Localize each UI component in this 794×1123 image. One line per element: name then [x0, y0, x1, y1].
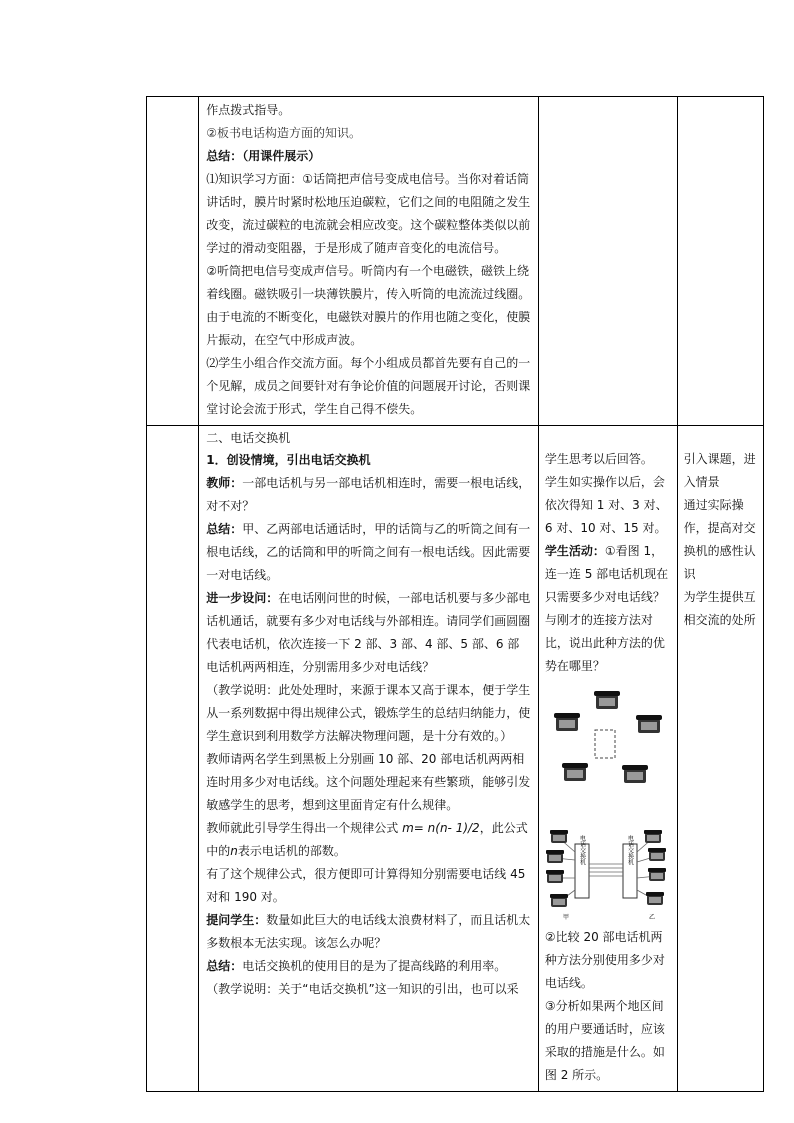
telephone-icon — [644, 830, 662, 843]
telephone-icon — [550, 894, 568, 907]
student-text: 学生如实操作以后，会依次得知 1 对、3 对、6 对、10 对、15 对。 — [544, 475, 668, 535]
summary-label: 总结： — [206, 959, 243, 973]
text-line: 作点拨式指导。 — [206, 103, 291, 117]
summary-paragraph — [206, 518, 531, 587]
exchange-network-figure — [545, 826, 669, 922]
student-activity — [545, 540, 672, 678]
ask-label: 进一步设问： — [206, 591, 279, 605]
exchange-label-right: 电话交换机 — [626, 835, 634, 865]
student-cell — [538, 426, 677, 1092]
section-heading: 二、电话交换机 — [206, 431, 291, 445]
figure-1 — [545, 684, 672, 824]
teaching-note: （教学说明：关于“电话交换机”这一知识的引出，也可以采 — [206, 982, 519, 996]
phones-circle-figure — [545, 684, 669, 824]
summary-label: 总结： — [206, 522, 243, 536]
figure-2 — [545, 826, 672, 926]
formula: m= n(n- 1)/2 — [402, 821, 480, 835]
telephone-icon — [648, 848, 666, 861]
telephone-icon — [546, 850, 564, 863]
student-cell — [538, 97, 677, 426]
table-row — [147, 426, 764, 1092]
telephone-icon — [550, 830, 568, 843]
label-jia: 甲 — [562, 914, 569, 921]
telephone-icon — [622, 765, 648, 783]
question-paragraph — [206, 587, 531, 679]
teacher-text: 一部电话机与另一部电话机相连时，需要一根电话线，对不对？ — [206, 476, 531, 513]
receiver-paragraph: ②听筒把电信号变成声信号。听筒内有一个电磁铁，磁铁上绕着线圈。磁铁吸引一块薄铁膜片，传入听筒的电流流过线圈。由于电流的不断变化，电磁铁对膜片的作用也随之变化，使膜片振动，在空气中形成声波。 — [206, 264, 531, 347]
telephone-icon — [636, 715, 662, 733]
lesson-plan-table — [146, 96, 764, 1092]
formula-tail: ，此公式中的 — [206, 821, 528, 858]
formula-end: 表示电话机的部数。 — [237, 844, 346, 858]
question-label: 提问学生： — [206, 913, 267, 927]
student-text: 学生思考以后回答。 — [544, 452, 653, 466]
group-paragraph: ⑵学生小组合作交流方面。每个小组成员都首先要有自己的一个见解，成员之间要针对有争论价值的问题展开讨论，否则课堂讨论会流于形式，学生自己得不偿失。 — [206, 356, 531, 416]
exchange-placeholder — [595, 730, 615, 758]
summary-text: 甲、乙两部电话通话时，甲的话筒与乙的听筒之间有一根电话线，乙的话筒和甲的听筒之间有一根电话线。因此需要一对电话线。 — [206, 522, 531, 582]
telephone-icon — [562, 763, 588, 781]
summary-text: 电话交换机的使用目的是为了提高线路的利用率。 — [242, 959, 507, 973]
table-row — [147, 97, 764, 426]
intent-cell — [677, 97, 763, 426]
student-text: ②比较 20 部电话机两种方法分别使用多少对电话线。 — [544, 930, 665, 990]
knowledge-paragraph: ⑴知识学习方面：①话筒把声信号变成电信号。当你对着话筒讲话时，膜片时紧时松地压迫碳粒，它们之间的电阻随之发生改变，流过碳粒的电流就会相应改变。这个碳粒整体类似以前学过的滑动变阻器，于是形成了随声音变化的电流信号。 — [206, 172, 531, 255]
intent-cell — [677, 426, 763, 1092]
summary-heading: 总结：（用课件展示） — [206, 149, 321, 163]
result-paragraph: 有了这个规律公式，很方便即可计算得知分别需要电话线 45 对和 190 对。 — [206, 867, 526, 904]
teacher-paragraph — [206, 472, 531, 518]
formula-intro: 教师就此引导学生得出一个规律公式 — [206, 821, 399, 835]
telephone-icon — [554, 713, 580, 731]
text-line: ②板书电话构造方面的知识。 — [206, 126, 362, 140]
question-text: 数量如此巨大的电话线太浪费材料了，而且话机太多数根本无法实现。该怎么办呢？ — [206, 913, 531, 950]
question-paragraph — [206, 909, 531, 955]
intent-text: 为学生提供互相交流的处所 — [683, 590, 756, 627]
activity-label: 学生活动： — [544, 544, 605, 558]
telephone-icon — [646, 892, 664, 905]
content-cell — [199, 426, 539, 1092]
exchange-label-left: 电话交换机 — [578, 835, 586, 865]
formula-variable: n — [230, 844, 238, 858]
teacher-label: 教师： — [206, 476, 243, 490]
intent-text: 引入课题，进入情景 — [683, 452, 756, 489]
ask-text: 在电话刚问世的时候，一部电话机要与多少部电话机通话，就要有多少对电话线与外部相连。请同学们画圆圈代表电话机，依次连接一下 2 部、3 部、4 部、5 部、6 部电话机两两相连，分别需用多少对电话线？ — [206, 591, 531, 674]
telephone-icon — [546, 870, 564, 883]
board-paragraph: 教师请两名学生到黑板上分别画 10 部、20 部电话机两两相连时用多少对电话线。这个问题处理起来有些繁琐，能够引发敏感学生的思考，想到这里面肯定有什么规律。 — [206, 752, 531, 812]
student-text: ③分析如果两个地区间的用户要通话时，应该采取的措施是什么。如图 2 所示。 — [544, 999, 665, 1082]
row-label-cell — [147, 426, 199, 1092]
teaching-note: （教学说明：此处处理时，来源于课本又高于课本，便于学生从一系列数据中得出规律公式，锻炼学生的总结归纳能力，使学生意识到利用数学方法解决物理问题，是十分有效的。） — [206, 683, 531, 743]
telephone-icon — [594, 691, 620, 709]
subsection-heading: 1．创设情境，引出电话交换机 — [206, 453, 371, 467]
summary-paragraph — [206, 955, 531, 978]
formula-paragraph — [206, 817, 531, 863]
intent-text: 通过实际操作，提高对交换机的感性认识 — [683, 498, 756, 581]
label-yi: 乙 — [648, 914, 655, 921]
row-label-cell — [147, 97, 199, 426]
content-cell — [199, 97, 539, 426]
activity-text: ①看图 1，连一连 5 部电话机现在只需要多少对电话线？与刚才的连接方法对比，说出此种方法的优势在哪里？ — [544, 544, 669, 673]
telephone-icon — [648, 868, 666, 881]
